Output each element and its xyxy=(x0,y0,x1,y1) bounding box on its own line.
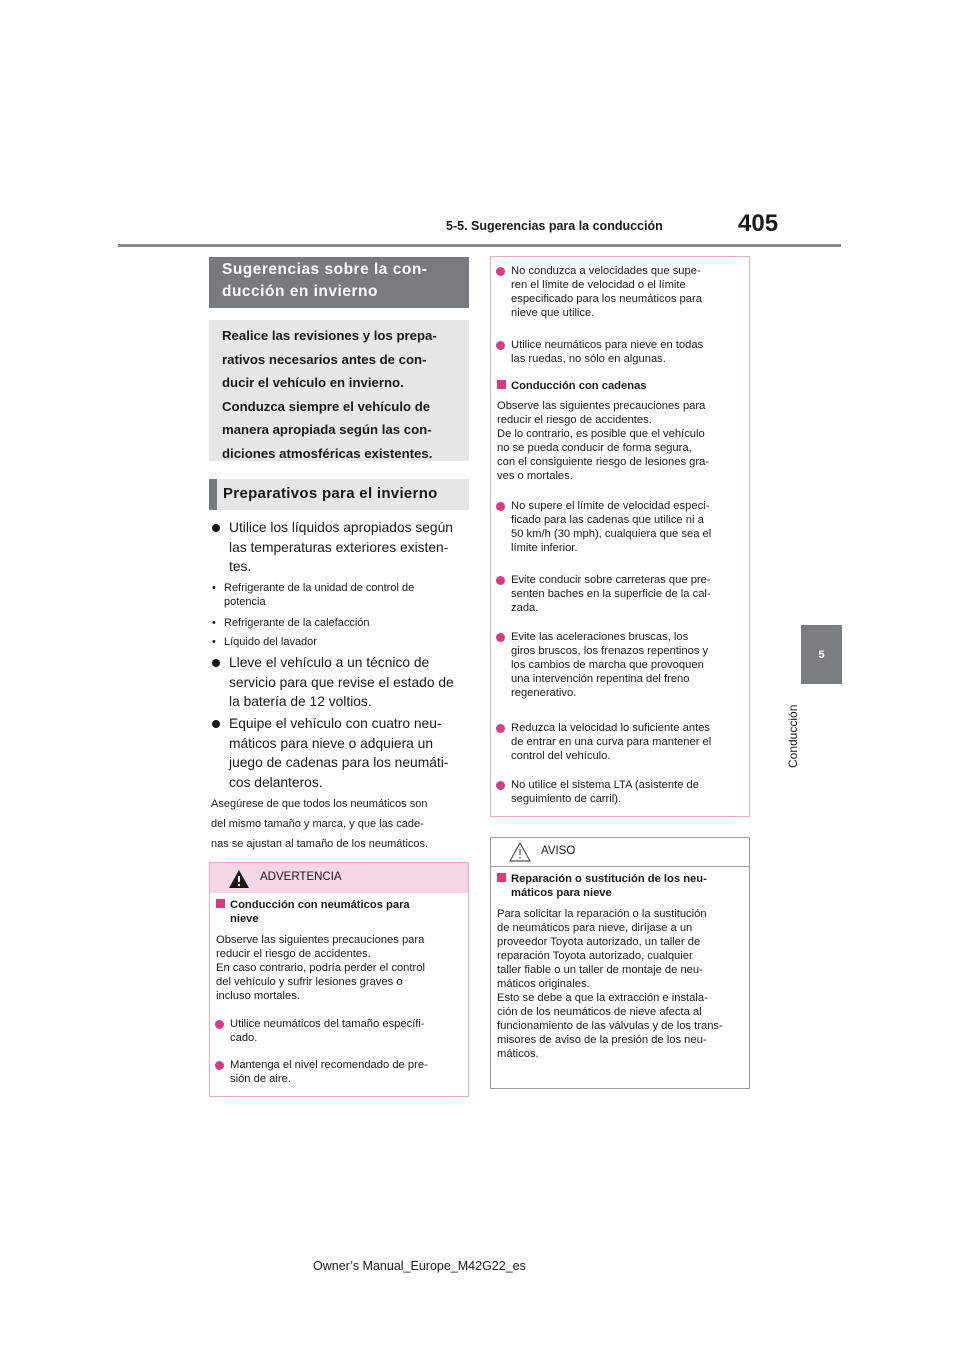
caution-triangle-icon xyxy=(509,842,531,862)
body-line: Para solicitar la reparación o la sustitución xyxy=(497,908,707,920)
notice-title: AVISO xyxy=(541,845,576,857)
body-line: De lo contrario, es posible que el vehículo xyxy=(497,428,705,440)
item-line: zada. xyxy=(511,602,539,614)
item-line: nieve que utilice. xyxy=(511,307,595,319)
body-line: funcionamiento de las válvulas y de los trans- xyxy=(497,1020,723,1032)
body-line: En caso contrario, podría perder el control xyxy=(216,962,425,974)
item-line: seguimiento de carril). xyxy=(511,793,622,805)
square-bullet-icon xyxy=(216,899,225,908)
section-header: 5-5. Sugerencias para la conducción xyxy=(446,219,663,233)
item-line: límite inferior. xyxy=(511,542,578,554)
body-line: ves o mortales. xyxy=(497,470,573,482)
bullet-tires xyxy=(229,714,469,792)
body-line: no se pueda conducir de forma segura, xyxy=(497,442,692,454)
body-line: ción de los neumáticos de nieve afecta al xyxy=(497,1006,702,1018)
warning-body xyxy=(216,933,466,1003)
intro-line: Conduzca siempre el vehículo de xyxy=(222,398,431,414)
intro-line: Realice las revisiones y los prepa- xyxy=(222,328,437,343)
chapter-tab xyxy=(801,625,842,684)
sub-item xyxy=(212,616,469,630)
warning-item xyxy=(511,499,746,555)
warning-continued-box xyxy=(490,256,750,817)
item-line: senten baches en la superficie de la cal- xyxy=(511,588,711,600)
prep-heading-text: Preparativos para el invierno xyxy=(223,485,438,502)
bullet-line: Utilice los líquidos apropiados según xyxy=(229,520,453,535)
chapter-label-text: Conducción xyxy=(786,704,800,768)
warning-item xyxy=(511,721,746,763)
body-line: Observe las siguientes precauciones para xyxy=(216,934,425,946)
body-line: máticos originales. xyxy=(497,978,590,990)
prep-heading xyxy=(209,479,469,510)
header-rule xyxy=(118,244,841,247)
item-line: los cambios de marcha que provoquen xyxy=(511,659,704,671)
bullet-line: servicio para que revise el estado de xyxy=(229,674,454,690)
subheading-line: Reparación o sustitución de los neu- xyxy=(511,873,707,885)
pink-dot-icon xyxy=(496,781,505,790)
sub-item-line: Líquido del lavador xyxy=(224,636,317,648)
item-line: de entrar en una curva para mantener el xyxy=(511,736,712,748)
sub-item-line: potencia xyxy=(224,596,266,608)
bullet-battery xyxy=(229,653,469,712)
chapter-number: 5 xyxy=(818,648,825,661)
note-line: nas se ajustan al tamaño de los neumáticos. xyxy=(211,838,429,850)
bullet-line: Lleve el vehículo a un técnico de xyxy=(229,655,430,670)
bullet-line: cos delanteros. xyxy=(229,774,323,790)
item-line: No supere el límite de velocidad especi- xyxy=(511,500,710,512)
warning-item xyxy=(230,1058,465,1086)
footer-text: Owner’s Manual_Europe_M42G22_es xyxy=(313,1259,526,1273)
warning-item xyxy=(511,264,746,320)
subheading-line: máticos para nieve xyxy=(511,887,612,899)
warning-item xyxy=(511,573,746,615)
warning-title: ADVERTENCIA xyxy=(260,871,342,883)
pink-dot-icon xyxy=(215,1020,224,1029)
warning-subheading xyxy=(216,898,464,926)
intro-line: diciones atmosféricas existentes. xyxy=(222,445,433,461)
notice-subheading xyxy=(497,872,745,900)
item-line: Reduzca la velocidad lo suficiente antes xyxy=(511,722,711,734)
body-line: con el consiguiente riesgo de lesiones gra- xyxy=(497,456,710,468)
notice-body xyxy=(497,907,749,1061)
body-line: reparación Toyota autorizado, cualquier xyxy=(497,950,693,962)
square-bullet-icon xyxy=(497,380,506,389)
item-line: 50 km/h (30 mph), cualquiera que sea el xyxy=(511,528,712,540)
bullet-fluids xyxy=(229,518,469,577)
bullet-line: máticos para nieve o adquiera un xyxy=(229,735,434,751)
pink-dot-icon xyxy=(496,267,505,276)
item-line: regenerativo. xyxy=(511,687,577,699)
body-line: proveedor Toyota autorizado, un taller de xyxy=(497,936,701,948)
warning-item xyxy=(230,1017,465,1045)
chains-heading xyxy=(497,379,745,393)
sub-item-marker: • xyxy=(212,582,216,594)
winter-heading-line: ducción en invierno xyxy=(222,283,378,300)
pink-dot-icon xyxy=(496,341,505,350)
notice-box xyxy=(490,837,750,1089)
subheading-line: nieve xyxy=(230,913,259,925)
item-line: Evite las aceleraciones bruscas, los xyxy=(511,631,689,643)
bullet-line: Equipe el vehículo con cuatro neu- xyxy=(229,716,442,731)
item-line: una intervención repentina del freno xyxy=(511,673,690,685)
warning-triangle-icon xyxy=(228,869,250,889)
body-line: misores de aviso de la presión de los neu- xyxy=(497,1034,707,1046)
warning-header xyxy=(210,863,468,893)
sub-item-marker: • xyxy=(212,617,216,629)
body-line: reducir el riesgo de accidentes. xyxy=(216,948,371,960)
body-line: del vehículo y sufrir lesiones graves o xyxy=(216,976,403,988)
winter-heading-line: Sugerencias sobre la con- xyxy=(222,261,428,278)
page-number: 405 xyxy=(738,210,779,237)
item-line: Utilice neumáticos del tamaño específi- xyxy=(230,1018,425,1030)
warning-box xyxy=(209,862,469,1097)
item-line: ren el límite de velocidad o el límite xyxy=(511,279,686,291)
intro-line: manera apropiada según las con- xyxy=(222,422,432,438)
sub-item xyxy=(212,581,469,609)
notice-header xyxy=(491,838,749,867)
body-line: Esto se debe a que la extracción e instala- xyxy=(497,992,708,1004)
subheading-line: Conducción con neumáticos para xyxy=(230,899,410,911)
item-line: ficado para las cadenas que utilice ni a xyxy=(511,514,704,526)
item-line: las ruedas, no sólo en algunas. xyxy=(511,353,666,365)
winter-heading xyxy=(209,257,469,308)
pink-dot-icon xyxy=(496,633,505,642)
item-line: control del vehículo. xyxy=(511,750,611,762)
bullet-dot-icon xyxy=(212,524,220,532)
sub-item-line: Refrigerante de la unidad de control de xyxy=(224,582,415,594)
chains-body xyxy=(497,399,747,483)
item-line: sión de aire. xyxy=(230,1073,291,1085)
item-line: Utilice neumáticos para nieve en todas xyxy=(511,339,704,351)
sub-item xyxy=(212,635,469,649)
item-line: No conduzca a velocidades que supe- xyxy=(511,265,701,277)
pink-dot-icon xyxy=(496,576,505,585)
bullet-dot-icon xyxy=(212,720,220,728)
prep-heading-bar xyxy=(209,479,217,510)
pink-dot-icon xyxy=(496,502,505,511)
bullet-line: la batería de 12 voltios. xyxy=(229,694,372,710)
body-line: reducir el riesgo de accidentes. xyxy=(497,414,652,426)
body-line: máticos. xyxy=(497,1048,539,1060)
body-line: Observe las siguientes precauciones para xyxy=(497,400,706,412)
item-line: especificado para los neumáticos para xyxy=(511,293,702,305)
chains-heading-text: Conducción con cadenas xyxy=(511,380,647,392)
body-line: taller fiable o un taller de montaje de neu- xyxy=(497,964,703,976)
warning-item xyxy=(511,630,746,700)
sub-item-marker: • xyxy=(212,636,216,648)
item-line: Evite conducir sobre carreteras que pre- xyxy=(511,574,711,586)
intro-line: rativos necesarios antes de con- xyxy=(222,351,427,367)
intro-line: ducir el vehículo en invierno. xyxy=(222,375,404,391)
tire-note xyxy=(211,794,469,854)
chapter-label xyxy=(781,696,811,786)
warning-item xyxy=(511,778,746,806)
pink-dot-icon xyxy=(496,724,505,733)
pink-dot-icon xyxy=(215,1061,224,1070)
sub-item-line: Refrigerante de la calefacción xyxy=(224,617,370,629)
item-line: cado. xyxy=(230,1032,258,1044)
body-line: de neumáticos para nieve, diríjase a un xyxy=(497,922,693,934)
item-line: Mantenga el nivel recomendado de pre- xyxy=(230,1059,428,1071)
body-line: incluso mortales. xyxy=(216,990,300,1002)
bullet-dot-icon xyxy=(212,659,220,667)
warning-item xyxy=(511,338,746,366)
square-bullet-icon xyxy=(497,873,506,882)
note-line: del mismo tamaño y marca, y que las cade- xyxy=(211,818,424,830)
note-line: Asegúrese de que todos los neumáticos son xyxy=(211,798,428,810)
item-line: No utilice el sistema LTA (asistente de xyxy=(511,779,699,791)
item-line: giros bruscos, los frenazos repentinos y xyxy=(511,645,709,657)
bullet-line: las temperaturas exteriores existen- xyxy=(229,539,449,555)
bullet-line: juego de cadenas para los neumáti- xyxy=(229,755,449,771)
bullet-line: tes. xyxy=(229,559,252,575)
intro-box xyxy=(209,320,469,461)
